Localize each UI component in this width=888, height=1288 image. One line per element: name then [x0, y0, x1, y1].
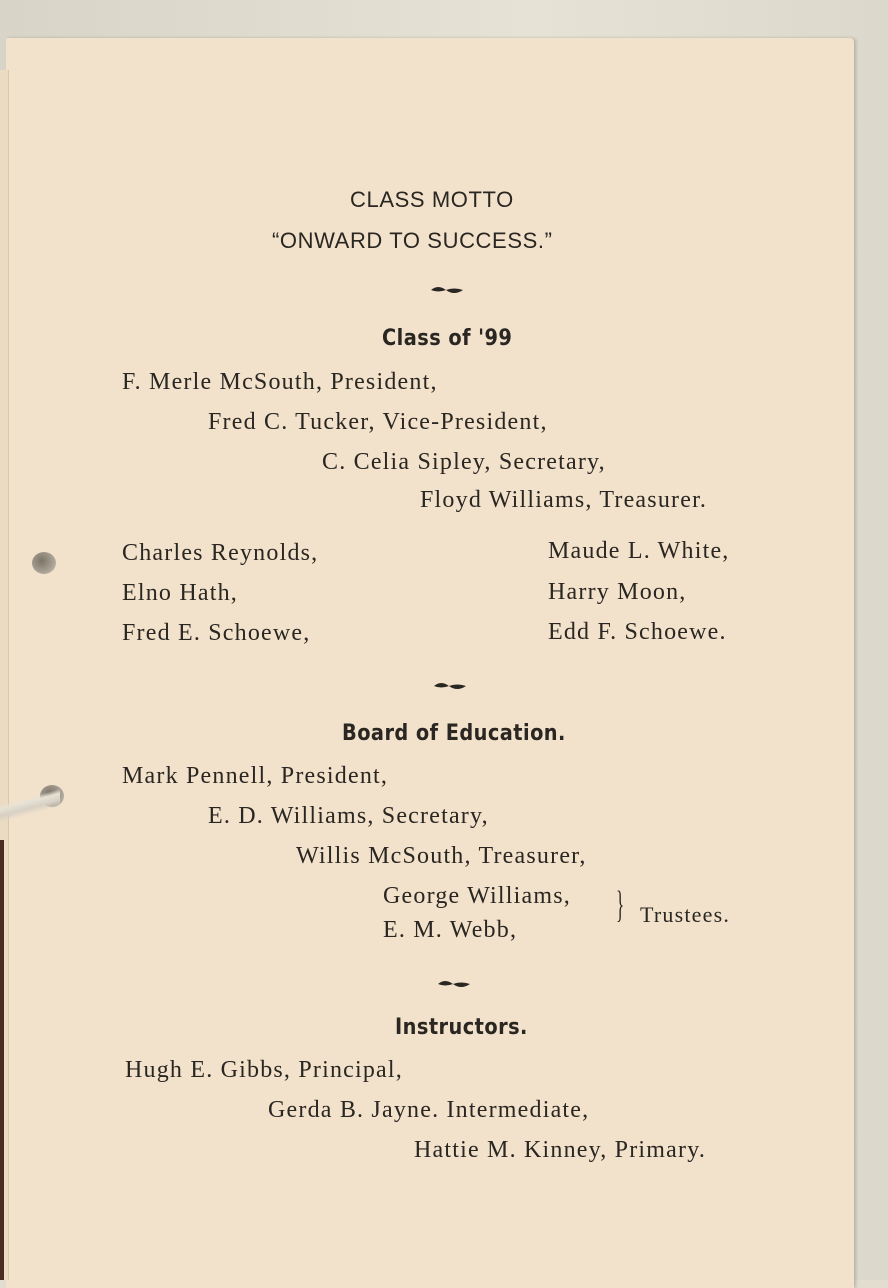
- trustee-name: E. M. Webb,: [383, 917, 518, 943]
- ornament-icon: [433, 680, 467, 692]
- class-officer: F. Merle McSouth, President,: [122, 369, 438, 395]
- instructor: Hattie M. Kinney, Primary.: [414, 1137, 707, 1163]
- ornament-icon: [430, 284, 464, 296]
- class-officer: Floyd Williams, Treasurer.: [420, 487, 708, 513]
- binding-string-icon: [0, 788, 60, 828]
- ornament-icon: [437, 978, 471, 990]
- trustees-label: Trustees.: [640, 902, 731, 927]
- brace-icon: }: [616, 884, 625, 926]
- board-officer: E. D. Williams, Secretary,: [208, 803, 489, 829]
- instructors-heading: Instructors.: [395, 1015, 528, 1040]
- motto-text: “ONWARD TO SUCCESS.”: [272, 228, 553, 253]
- class-member: Elno Hath,: [122, 580, 238, 606]
- trustee-name: George Williams,: [383, 883, 571, 909]
- class-member: Fred E. Schoewe,: [122, 620, 311, 646]
- board-officer: Mark Pennell, President,: [122, 763, 389, 789]
- class-member: Maude L. White,: [548, 538, 730, 564]
- instructor: Gerda B. Jayne. Intermediate,: [268, 1097, 590, 1123]
- class-member: Edd F. Schoewe.: [548, 619, 727, 645]
- cover-edge: [0, 840, 4, 1280]
- board-heading: Board of Education.: [342, 721, 566, 746]
- board-officer: Willis McSouth, Treasurer,: [296, 843, 587, 869]
- class-member: Harry Moon,: [548, 579, 687, 605]
- class-member: Charles Reynolds,: [122, 540, 319, 566]
- class-officer: Fred C. Tucker, Vice-President,: [208, 409, 548, 435]
- instructor: Hugh E. Gibbs, Principal,: [125, 1057, 403, 1083]
- motto-title: CLASS MOTTO: [350, 187, 514, 212]
- binding-hole-icon: [32, 552, 56, 574]
- class-heading: Class of '99: [382, 326, 513, 351]
- class-officer: C. Celia Sipley, Secretary,: [322, 449, 606, 475]
